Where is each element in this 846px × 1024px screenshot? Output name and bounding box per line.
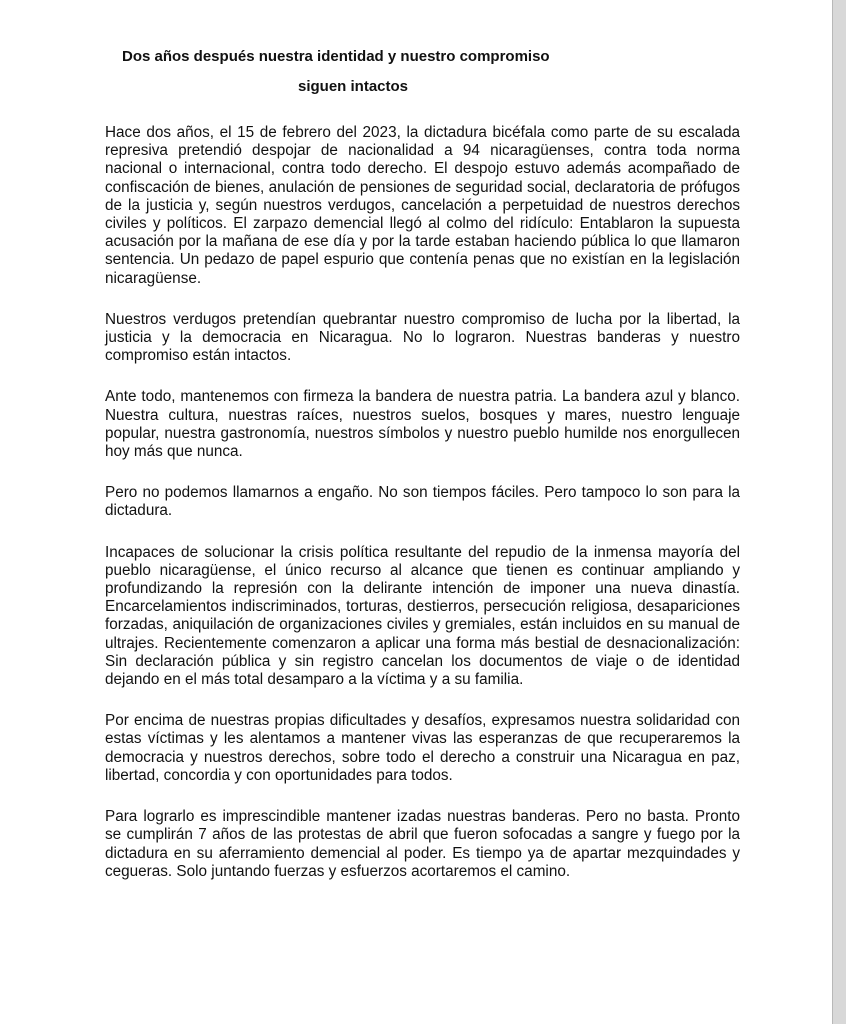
document-title-line-2: siguen intactos	[298, 78, 409, 95]
paragraph-3: Ante todo, mantenemos con firmeza la bandera de nuestra patria. La bandera azul y blanco. Nuestra cultura, nuestras raíces, nuestros suelos, bosques y mares, nuestro lenguaje popular, nuestra gastronomía, nuestros símbolos y nuestro pueblo humilde nos enorgullecen hoy más que nunca.	[105, 388, 740, 461]
paragraph-1: Hace dos años, el 15 de febrero del 2023, la dictadura bicéfala como parte de su escalada represiva pretendió despojar de nacionalidad a 94 nicaragüenses, contra toda norma nacional o internacional, contra todo derecho. El despojo estuvo además acompañado de confiscación de bienes, anulación de pensiones de seguridad social, declaratoria de prófugos de la justicia y, según nuestros verdugos, cancelación a perpetuidad de nuestros derechos civiles y políticos. El zarpazo demencial llegó al colmo del ridículo: Entablaron la supuesta acusación por la mañana de ese día y por la tarde estaban haciendo pública lo que llamaron sentencia. Un pedazo de papel espurio que contenía penas que no existían en la legislación nicaragüense.	[105, 124, 740, 287]
paragraph-5: Incapaces de solucionar la crisis política resultante del repudio de la inmensa mayoría del pueblo nicaragüense, el único recurso al alcance que tienen es continuar ampliando y profundizando la represión con la delirante intención de imponer una nueva dinastía. Encarcelamientos indiscriminados, torturas, destierros, persecución religiosa, desapariciones forzadas, aniquilación de organizaciones civiles y gremiales, están incluidos en su manual de ultrajes. Recientemente comenzaron a aplicar una forma más bestial de desnacionalización: Sin declaración pública y sin registro cancelan los documentos de viaje o de identidad dejando en el más total desamparo a la víctima y a su familia.	[105, 543, 740, 689]
page-edge	[832, 0, 846, 1024]
document-body	[105, 124, 740, 904]
paragraph-7: Para lograrlo es imprescindible mantener izadas nuestras banderas. Pero no basta. Pronto se cumplirán 7 años de las protestas de abril que fueron sofocadas a sangre y fuego por la dictadura en su aferramiento demencial al poder. Es tiempo ya de apartar mezquindades y cegueras. Solo juntando fuerzas y esfuerzos acortaremos el camino.	[105, 808, 740, 880]
paragraph-2: Nuestros verdugos pretendían quebrantar nuestro compromiso de lucha por la libertad, la justicia y la democracia en Nicaragua. No lo lograron. Nuestras banderas y nuestro compromiso están intactos.	[105, 310, 740, 365]
paragraph-4: Pero no podemos llamarnos a engaño. No son tiempos fáciles. Pero tampoco lo son para la dictadura.	[105, 484, 740, 520]
document-title-line-1: Dos años después nuestra identidad y nuestro compromiso	[122, 48, 550, 65]
paragraph-6: Por encima de nuestras propias dificultades y desafíos, expresamos nuestra solidaridad con estas víctimas y les alentamos a mantener vivas las esperanzas de que recuperaremos la democracia y nuestros derechos, sobre todo el derecho a construir una Nicaragua en paz, libertad, concordia y con oportunidades para todos.	[105, 712, 740, 784]
